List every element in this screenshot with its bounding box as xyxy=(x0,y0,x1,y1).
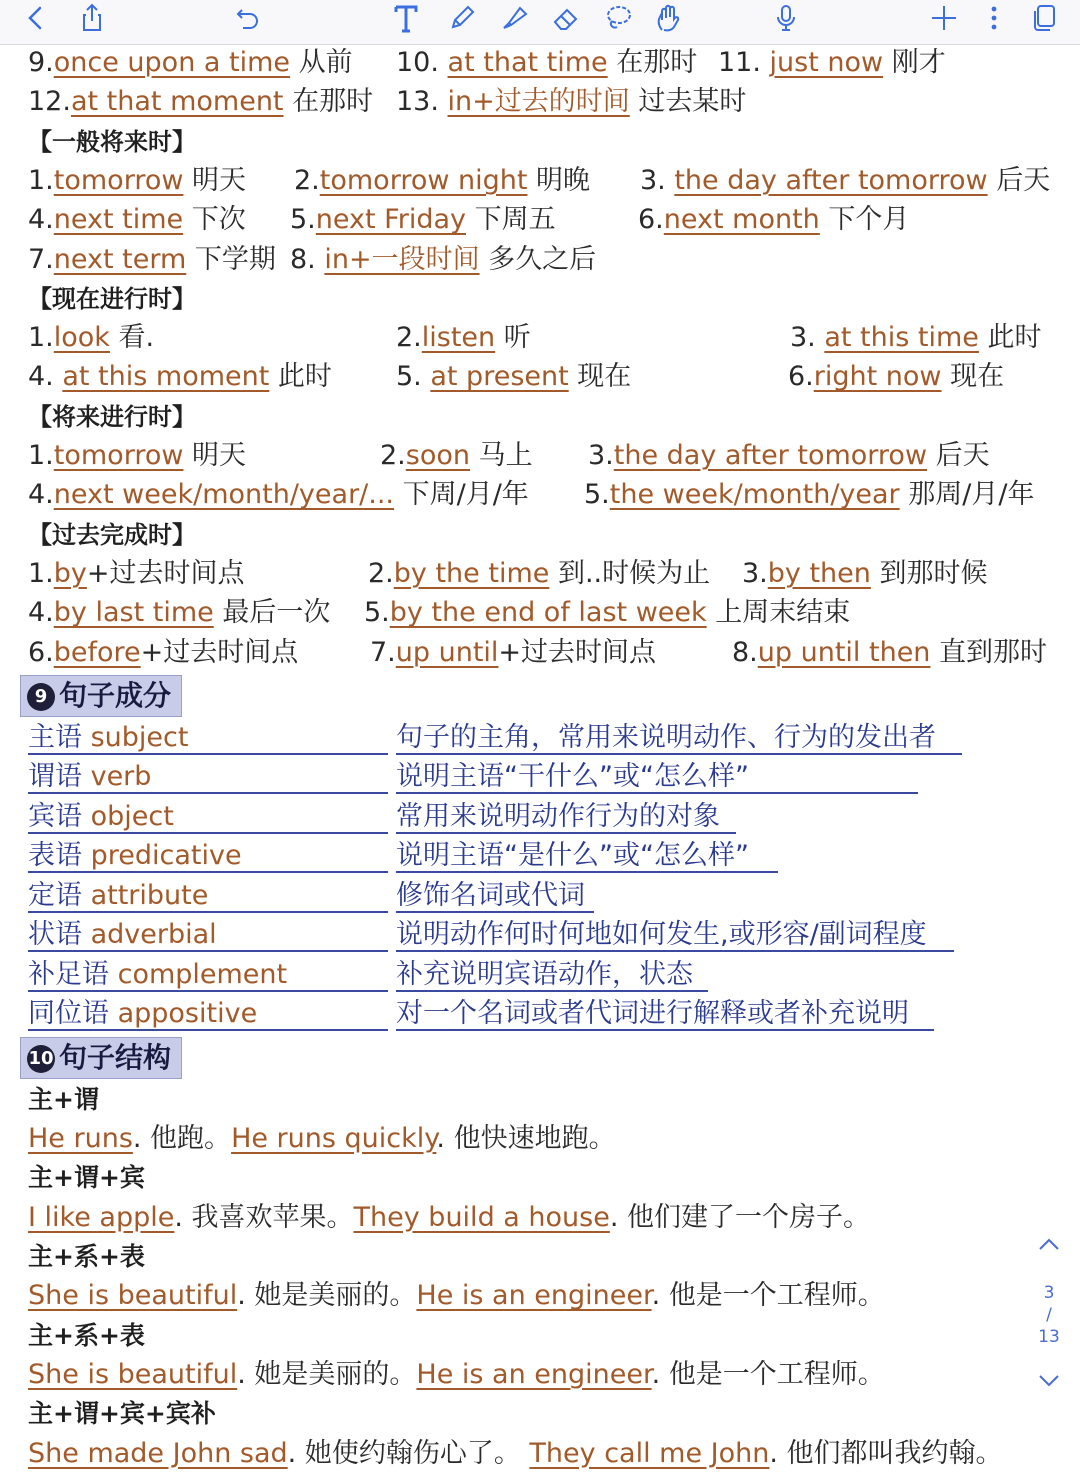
line-segment xyxy=(396,44,697,82)
line-segment xyxy=(28,437,246,475)
line-segment xyxy=(788,358,1004,396)
chinese-text: 3. xyxy=(640,164,675,196)
chinese-text: 7. xyxy=(28,243,54,275)
chinese-translation: . 他跑。 xyxy=(132,1123,232,1155)
line-segment xyxy=(718,44,946,82)
chinese-text: 5. xyxy=(396,361,431,393)
chinese-text: 刚才 xyxy=(883,47,946,78)
line-segment xyxy=(290,241,596,279)
term-chinese: 同位语 xyxy=(28,998,118,1030)
chinese-text: +过去时间点 xyxy=(86,557,245,589)
english-sentence: He is an engineer xyxy=(416,1280,652,1312)
example-sentence xyxy=(28,1435,1003,1473)
term-english: appositive xyxy=(117,998,258,1030)
section-title xyxy=(20,1037,182,1079)
chinese-text: 明天 xyxy=(183,440,247,471)
chinese-text: 最后一次 xyxy=(213,597,331,629)
section-heading: 【现在进行时】 xyxy=(28,284,196,313)
chinese-text: 过去某时 xyxy=(629,86,747,118)
page-up-icon[interactable] xyxy=(1036,1236,1062,1257)
component-term xyxy=(28,837,388,873)
english-sentence: He runs xyxy=(28,1123,133,1155)
structure-label: 主+系+表 xyxy=(28,1320,145,1350)
microphone-icon[interactable] xyxy=(768,0,804,36)
term-english: complement xyxy=(117,958,288,990)
line-segment xyxy=(396,83,746,121)
structure-label: 主+谓+宾 xyxy=(28,1163,145,1193)
back-icon[interactable] xyxy=(18,0,54,36)
chinese-text: 2. xyxy=(368,557,394,589)
chinese-translation: . 他快速地跑。 xyxy=(436,1123,616,1155)
english-phrase: next week/month/year/... xyxy=(53,479,395,511)
english-phrase: up until xyxy=(395,636,499,668)
chinese-translation: . 他们都叫我约翰。 xyxy=(769,1437,1003,1469)
chinese-text: 到..时候为止 xyxy=(549,557,711,589)
english-phrase: soon xyxy=(405,440,470,471)
chinese-text: 6. xyxy=(638,204,664,236)
english-sentence: They build a house xyxy=(353,1201,610,1233)
chinese-text: 10. xyxy=(396,47,448,78)
english-phrase: right now xyxy=(813,361,942,393)
english-phrase: tomorrow night xyxy=(319,164,528,196)
term-chinese: 宾语 xyxy=(28,800,91,832)
section-number-badge: 9 xyxy=(27,683,55,711)
english-phrase: look xyxy=(53,322,110,354)
chinese-text: 现在 xyxy=(568,361,632,393)
component-term xyxy=(28,916,388,952)
chinese-text: 明晚 xyxy=(527,164,591,196)
term-chinese: 定语 xyxy=(28,879,91,911)
line-segment xyxy=(638,201,909,239)
chinese-translation: . 她是美丽的。 xyxy=(237,1280,417,1312)
chinese-text: 下次 xyxy=(183,204,246,236)
english-phrase: at this time xyxy=(824,322,979,354)
chinese-translation: . 她是美丽的。 xyxy=(237,1358,417,1390)
component-description: 对一个名词或者代词进行解释或者补充说明 xyxy=(396,995,934,1031)
english-phrase: tomorrow xyxy=(53,440,184,471)
line-segment xyxy=(588,437,990,475)
chinese-text: 2. xyxy=(294,164,320,196)
english-phrase: next time xyxy=(53,204,184,236)
chinese-text: 在那时 xyxy=(283,86,374,118)
english-phrase: at present xyxy=(430,361,569,393)
hand-tool-icon[interactable] xyxy=(650,0,686,36)
toolbar xyxy=(0,0,1080,45)
structure-label: 主+谓+宾+宾补 xyxy=(28,1399,216,1429)
component-term xyxy=(28,798,388,834)
section-title-text: 句子结构 xyxy=(59,1040,172,1074)
english-sentence: She is beautiful xyxy=(28,1358,238,1390)
english-sentence: I like apple xyxy=(28,1201,175,1233)
line-segment xyxy=(28,476,529,514)
page-down-icon[interactable] xyxy=(1036,1372,1062,1393)
english-phrase: the week/month/year xyxy=(609,479,900,511)
english-phrase: up until then xyxy=(757,636,931,668)
component-description: 修饰名词或代词 xyxy=(396,877,594,913)
component-description: 常用来说明动作行为的对象 xyxy=(396,798,736,834)
example-sentence xyxy=(28,1356,885,1394)
chinese-text: 4. xyxy=(28,597,54,629)
chinese-text: +过去时间点 xyxy=(140,636,299,668)
line-segment xyxy=(396,319,531,357)
page-indicator xyxy=(1036,1282,1062,1348)
chinese-text: 1. xyxy=(28,322,54,354)
chinese-text: 12. xyxy=(28,86,71,118)
english-phrase: at that time xyxy=(447,47,608,78)
chinese-text: 后天 xyxy=(987,164,1051,196)
chinese-text: 明天 xyxy=(183,164,247,196)
line-segment xyxy=(380,437,533,475)
chinese-text: 3. xyxy=(742,557,768,589)
text-tool-icon[interactable] xyxy=(388,0,424,36)
line-segment xyxy=(28,162,246,200)
pages-icon[interactable] xyxy=(1026,0,1062,36)
chinese-text: 5. xyxy=(364,597,390,629)
english-sentence: She made John sad xyxy=(28,1437,288,1469)
section-heading: 【一般将来时】 xyxy=(28,127,196,156)
term-english: subject xyxy=(90,721,189,753)
highlighter-icon[interactable] xyxy=(496,0,532,36)
section-title xyxy=(20,675,182,717)
chinese-text: 5. xyxy=(290,204,316,236)
chinese-text: 3. xyxy=(588,440,614,471)
line-segment xyxy=(790,319,1042,357)
lasso-icon[interactable] xyxy=(600,0,636,36)
chinese-text: 8. xyxy=(290,243,325,275)
chinese-text: 下学期 xyxy=(186,243,276,275)
chinese-text: 1. xyxy=(28,557,54,589)
term-chinese: 表语 xyxy=(28,840,91,872)
line-segment xyxy=(28,241,276,279)
chinese-translation: . 他是一个工程师。 xyxy=(651,1280,885,1312)
english-phrase: the day after tomorrow xyxy=(674,164,988,196)
chinese-text: 4. xyxy=(28,361,63,393)
chinese-text: 13. xyxy=(396,86,448,118)
term-english: verb xyxy=(90,761,152,793)
term-english: object xyxy=(90,800,174,832)
chinese-text: +过去时间点 xyxy=(498,636,657,668)
chinese-text: 此时 xyxy=(269,361,332,393)
english-phrase: by the end of last week xyxy=(389,597,707,629)
english-sentence: They call me John xyxy=(529,1437,770,1469)
chinese-text: 5. xyxy=(584,479,610,511)
chinese-text: 在那时 xyxy=(607,47,698,78)
chinese-translation: . 我喜欢苹果。 xyxy=(174,1201,354,1233)
line-segment xyxy=(28,201,246,239)
english-phrase: next term xyxy=(53,243,187,275)
term-chinese: 补足语 xyxy=(28,958,118,990)
component-term xyxy=(28,758,388,794)
example-sentence xyxy=(28,1277,885,1315)
line-segment xyxy=(28,358,332,396)
component-description: 说明主语“干什么”或“怎么样” xyxy=(396,758,918,794)
component-description: 说明主语“是什么”或“怎么样” xyxy=(396,837,778,873)
more-icon[interactable] xyxy=(976,0,1012,36)
chinese-text: 后天 xyxy=(927,440,990,471)
line-segment xyxy=(28,83,373,121)
chinese-text: 现在 xyxy=(941,361,1005,393)
english-phrase: by last time xyxy=(53,597,214,629)
chinese-text: 下周五 xyxy=(466,204,556,236)
total-pages: 13 xyxy=(1038,1327,1060,1347)
chinese-text: 从前 xyxy=(290,47,353,78)
line-segment xyxy=(290,201,556,239)
english-phrase: the day after tomorrow xyxy=(613,440,928,471)
line-segment xyxy=(732,634,1047,672)
line-segment xyxy=(396,358,631,396)
chinese-text: 那周/月/年 xyxy=(899,479,1035,511)
chinese-text: 1. xyxy=(28,164,54,196)
chinese-text: 多久之后 xyxy=(479,243,597,275)
chinese-text: 4. xyxy=(28,204,54,236)
english-sentence: He is an engineer xyxy=(416,1358,652,1390)
term-chinese: 主语 xyxy=(28,721,91,753)
english-phrase: at that moment xyxy=(70,86,284,118)
structure-label: 主+谓 xyxy=(28,1084,99,1114)
english-sentence: She is beautiful xyxy=(28,1280,238,1312)
chinese-text: 2. xyxy=(380,440,406,471)
line-segment xyxy=(28,555,245,593)
line-segment xyxy=(28,594,330,632)
section-heading: 【将来进行时】 xyxy=(28,402,196,431)
chinese-text: 听 xyxy=(495,322,531,354)
component-term xyxy=(28,719,388,755)
undo-icon[interactable] xyxy=(230,0,266,36)
example-sentence xyxy=(28,1120,616,1158)
english-phrase: in+过去的时间 xyxy=(447,86,630,118)
chinese-translation: . 她使约翰伤心了。 xyxy=(287,1437,530,1469)
chinese-text: 3. xyxy=(790,322,825,354)
english-phrase: just now xyxy=(769,47,884,78)
english-phrase: once upon a time xyxy=(53,47,291,78)
component-description: 说明动作何时何地如何发生,或形容/副词程度 xyxy=(396,916,954,952)
chinese-text: 下个月 xyxy=(819,204,910,236)
chinese-text: 此时 xyxy=(978,322,1042,354)
line-segment xyxy=(28,44,353,82)
note-page[interactable] xyxy=(0,44,1080,1469)
chinese-text: 马上 xyxy=(469,440,533,471)
example-sentence xyxy=(28,1199,870,1237)
term-english: predicative xyxy=(90,840,242,872)
line-segment xyxy=(368,555,710,593)
line-segment xyxy=(742,555,987,593)
chinese-text: 11. xyxy=(718,47,770,78)
line-segment xyxy=(584,476,1034,514)
share-icon[interactable] xyxy=(74,0,110,36)
chinese-text: 9. xyxy=(28,47,54,78)
chinese-text: 7. xyxy=(370,636,396,668)
eraser-icon[interactable] xyxy=(548,0,584,36)
line-segment xyxy=(28,319,154,357)
component-term xyxy=(28,956,388,992)
add-icon[interactable] xyxy=(926,0,962,36)
current-page: 3 xyxy=(1043,1283,1055,1303)
english-phrase: tomorrow xyxy=(53,164,184,196)
section-title-text: 句子成分 xyxy=(59,678,172,712)
english-sentence: He runs quickly xyxy=(231,1123,437,1155)
page-separator: / xyxy=(1046,1305,1052,1325)
line-segment xyxy=(364,594,850,632)
section-number-badge: 10 xyxy=(27,1045,55,1073)
chinese-translation: . 他是一个工程师。 xyxy=(651,1358,885,1390)
chinese-text: 8. xyxy=(732,636,758,668)
pen-icon[interactable] xyxy=(444,0,480,36)
term-chinese: 谓语 xyxy=(28,761,91,793)
chinese-text: 下周/月/年 xyxy=(394,479,529,511)
chinese-text: 2. xyxy=(396,322,422,354)
chinese-translation: . 他们建了一个房子。 xyxy=(609,1201,871,1233)
english-phrase: next month xyxy=(663,204,820,236)
chinese-text: 4. xyxy=(28,479,54,511)
term-chinese: 状语 xyxy=(28,919,91,951)
english-phrase: at this moment xyxy=(62,361,270,393)
chinese-text: 到那时候 xyxy=(870,557,988,589)
term-english: adverbial xyxy=(90,919,217,951)
chinese-text: 6. xyxy=(28,636,54,668)
component-term xyxy=(28,995,388,1031)
chinese-text: 6. xyxy=(788,361,814,393)
chinese-text: 上周末结束 xyxy=(706,597,851,629)
term-english: attribute xyxy=(90,879,209,911)
line-segment xyxy=(294,162,590,200)
english-phrase: in+一段时间 xyxy=(324,243,480,275)
component-description: 补充说明宾语动作，状态 xyxy=(396,956,708,992)
chinese-text: 1. xyxy=(28,440,54,471)
english-phrase: next Friday xyxy=(315,204,466,236)
structure-label: 主+系+表 xyxy=(28,1242,145,1271)
component-description: 句子的主角，常用来说明动作、行为的发出者 xyxy=(396,719,962,755)
english-phrase: listen xyxy=(421,322,496,354)
line-segment xyxy=(370,634,656,672)
line-segment xyxy=(28,634,298,672)
section-heading: 【过去完成时】 xyxy=(28,520,196,549)
line-segment xyxy=(640,162,1050,200)
english-phrase: before xyxy=(53,636,141,668)
english-phrase: by the time xyxy=(393,557,550,589)
chinese-text: 看. xyxy=(109,322,155,354)
chinese-text: 直到那时 xyxy=(930,636,1048,668)
english-phrase: by then xyxy=(767,557,871,589)
english-phrase: by xyxy=(53,557,87,589)
component-term xyxy=(28,877,388,913)
